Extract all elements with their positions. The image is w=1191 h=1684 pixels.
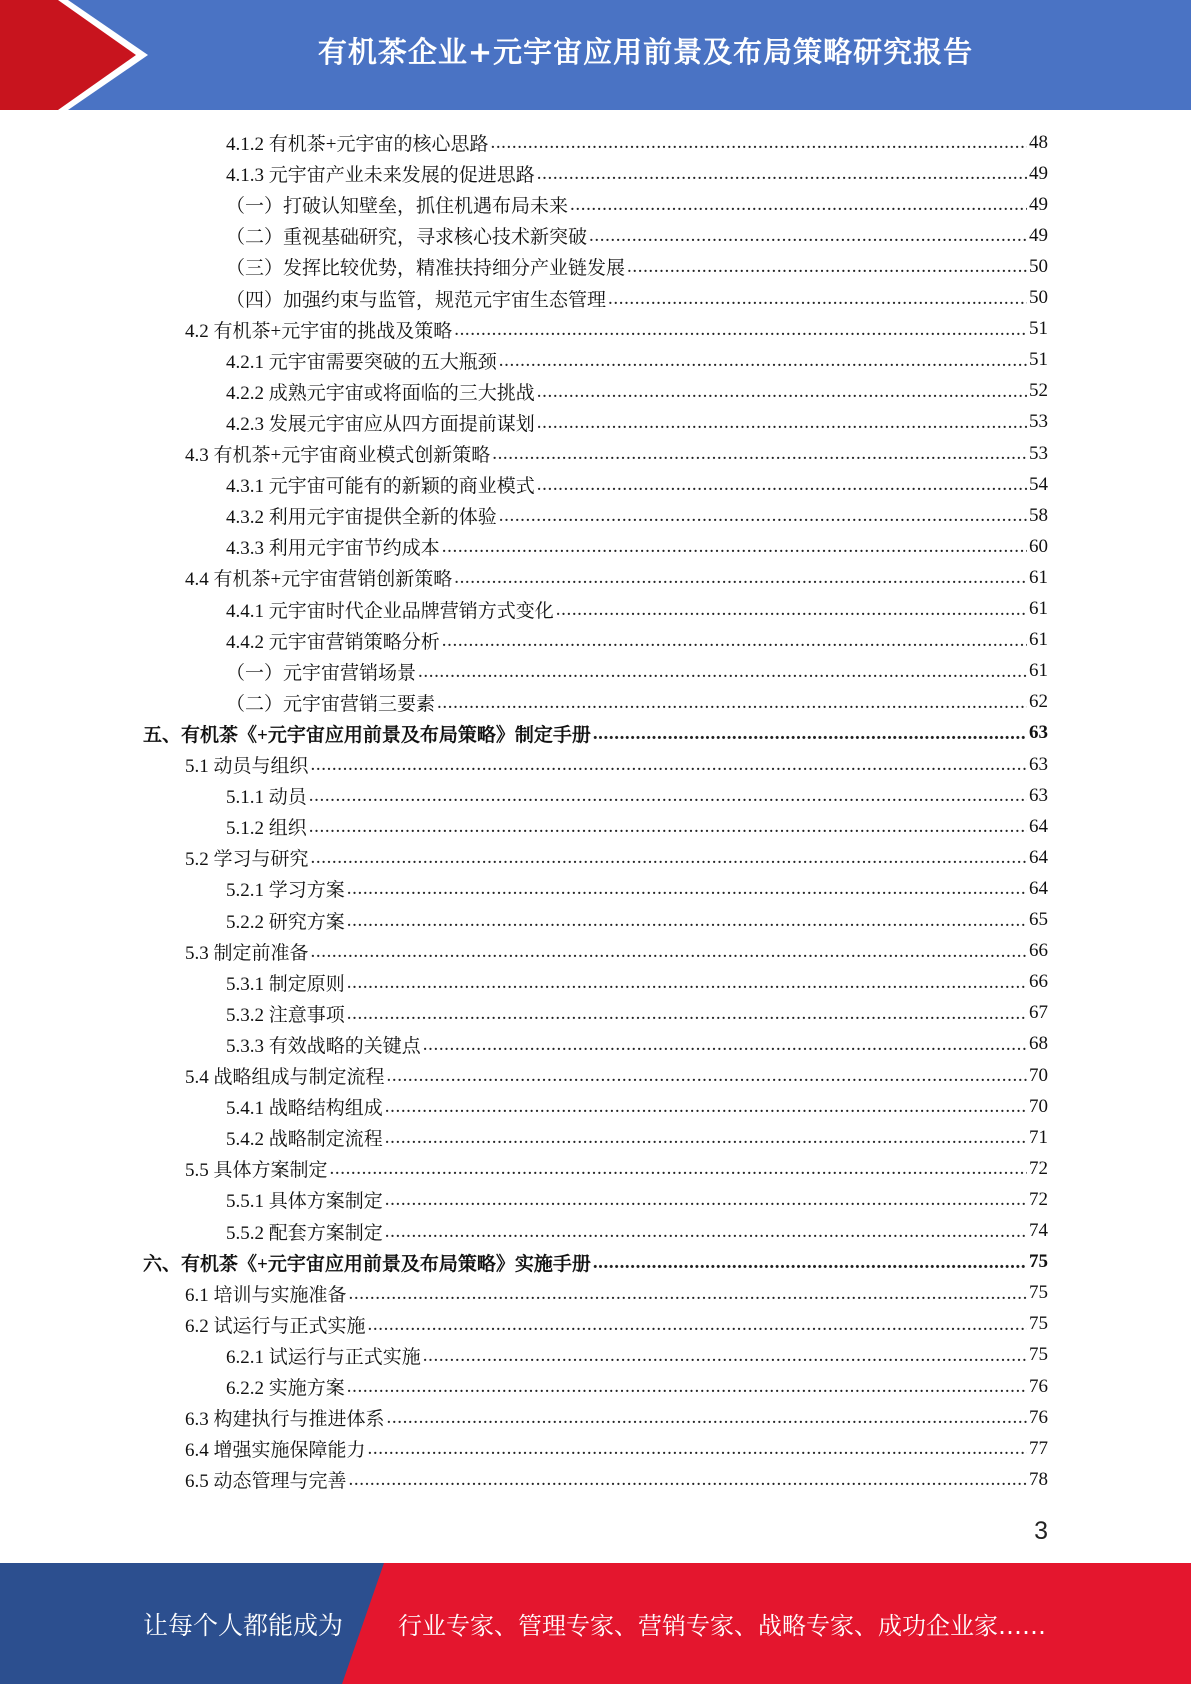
toc-entry[interactable] (185, 1309, 1048, 1340)
toc-dot-leader (423, 1034, 1027, 1053)
toc-entry-title: （三）发挥比较优势，精准扶持细分产业链发展 (226, 258, 626, 280)
toc-entry-title: 5.1.2 组织 (226, 818, 307, 840)
toc-dot-leader (454, 567, 1027, 586)
footer-slogan-right: 行业专家、管理专家、营销专家、战略专家、成功企业家…… (398, 1612, 1046, 1640)
toc-entry-page: 75 (1029, 1344, 1048, 1366)
toc-entry-page: 60 (1029, 535, 1048, 557)
toc-entry-title: 5.1 动员与组织 (185, 756, 309, 777)
toc-entry-page: 53 (1029, 442, 1048, 464)
toc-dot-leader (347, 1003, 1027, 1022)
toc-entry[interactable] (226, 811, 1048, 842)
toc-dot-leader (385, 1127, 1027, 1146)
toc-entry-page: 53 (1029, 411, 1048, 433)
toc-dot-leader (589, 225, 1027, 244)
toc-entry-title: 5.3.2 注意事项 (226, 1004, 345, 1026)
toc-entry-page: 54 (1029, 473, 1048, 495)
toc-entry-title: 5.1.1 动员 (226, 787, 307, 809)
toc-entry[interactable] (226, 656, 1048, 687)
toc-entry-page: 67 (1029, 1002, 1048, 1024)
toc-dot-leader (387, 1407, 1027, 1426)
toc-dot-leader (537, 163, 1027, 182)
toc-dot-leader (556, 599, 1027, 618)
toc-dot-leader (499, 505, 1027, 524)
toc-entry-title: 5.5 具体方案制定 (185, 1160, 328, 1182)
toc-dot-leader (309, 785, 1027, 804)
toc-dot-leader (368, 1438, 1027, 1457)
toc-dot-leader (311, 754, 1027, 773)
toc-dot-leader (570, 194, 1027, 213)
toc-entry-title: 六、有机茶《+元宇宙应用前景及布局策略》实施手册 (143, 1253, 591, 1275)
toc-entry-page: 51 (1029, 349, 1048, 371)
toc-dot-leader (537, 412, 1027, 431)
toc-entry[interactable] (226, 873, 1048, 904)
toc-entry-title: 5.2 学习与研究 (185, 849, 309, 871)
toc-entry-page: 75 (1029, 1251, 1048, 1273)
toc-entry-page: 75 (1029, 1313, 1048, 1335)
toc-entry[interactable] (185, 314, 1048, 345)
toc-dot-leader (499, 350, 1027, 369)
toc-entry[interactable] (226, 998, 1048, 1029)
toc-entry[interactable] (185, 749, 1048, 780)
toc-entry-title: 5.4 战略组成与制定流程 (185, 1067, 385, 1088)
toc-dot-leader (627, 256, 1027, 275)
toc-entry-page: 50 (1029, 287, 1048, 308)
toc-entry[interactable] (226, 407, 1048, 438)
toc-entry-page: 51 (1029, 318, 1048, 340)
toc-entry-page: 76 (1029, 1375, 1048, 1397)
toc-entry-title: 5.4.1 战略结构组成 (226, 1098, 383, 1120)
toc-entry[interactable] (226, 158, 1048, 189)
toc-entry-title: （一）元宇宙营销场景 (226, 662, 417, 684)
toc-entry-page: 71 (1029, 1126, 1048, 1148)
toc-entry-title: 4.2.1 元宇宙需要突破的五大瓶颈 (226, 351, 497, 373)
toc-dot-leader (423, 1345, 1027, 1364)
toc-entry-title: 4.3.1 元宇宙可能有的新颖的商业模式 (226, 476, 535, 498)
toc-entry-title: 5.5.2 配套方案制定 (226, 1222, 383, 1244)
toc-entry[interactable] (226, 345, 1048, 376)
toc-dot-leader (309, 816, 1027, 835)
toc-entry[interactable] (143, 718, 1048, 749)
toc-entry-title: 4.1.2 有机茶+元宇宙的核心思路 (226, 134, 489, 155)
toc-entry-page: 64 (1029, 815, 1048, 837)
toc-entry[interactable] (226, 189, 1048, 220)
page-footer (0, 1563, 1191, 1684)
toc-entry-page: 63 (1029, 753, 1048, 775)
toc-entry-page: 64 (1029, 846, 1048, 868)
toc-dot-leader (347, 972, 1027, 991)
toc-entry[interactable] (185, 438, 1048, 469)
toc-dot-leader (347, 1376, 1027, 1395)
toc-entry[interactable] (226, 531, 1048, 562)
toc-dot-leader (349, 1283, 1027, 1302)
toc-entry-page: 74 (1029, 1220, 1048, 1241)
toc-entry-title: （一）打破认知壁垒，抓住机遇布局未来 (226, 196, 569, 218)
toc-entry-page: 64 (1029, 877, 1048, 899)
toc-entry[interactable] (226, 1216, 1048, 1247)
toc-entry-page: 61 (1029, 660, 1048, 682)
toc-dot-leader (385, 1189, 1027, 1208)
toc-entry-title: 5.3.1 制定原则 (226, 973, 345, 995)
toc-entry[interactable] (226, 469, 1048, 500)
toc-entry-title: （四）加强约束与监管，规范元宇宙生态管理 (226, 289, 607, 311)
toc-entry[interactable] (226, 967, 1048, 998)
toc-entry-page: 50 (1029, 255, 1048, 277)
toc-entry[interactable] (226, 127, 1048, 158)
toc-dot-leader (437, 692, 1027, 711)
toc-entry[interactable] (226, 220, 1048, 251)
toc-entry-title: 6.1 培训与实施准备 (185, 1284, 347, 1306)
toc-entry-page: 62 (1029, 691, 1048, 713)
toc-entry[interactable] (226, 1029, 1048, 1060)
toc-dot-leader (537, 474, 1027, 493)
toc-dot-leader (387, 1065, 1027, 1084)
toc-entry-title: 5.3.3 有效战略的关键点 (226, 1035, 421, 1057)
toc-entry[interactable] (185, 842, 1048, 873)
toc-entry-page: 58 (1029, 504, 1048, 526)
toc-entry-title: 4.4.1 元宇宙时代企业品牌营销方式变化 (226, 600, 554, 622)
toc-entry-title: 6.3 构建执行与推进体系 (185, 1409, 385, 1431)
toc-entry-title: 6.2 试运行与正式实施 (185, 1315, 366, 1337)
toc-entry-title: （二）重视基础研究，寻求核心技术新突破 (226, 227, 588, 249)
toc-entry-title: 5.5.1 具体方案制定 (226, 1191, 383, 1213)
toc-entry-title: 4.2.3 发展元宇宙应从四方面提前谋划 (226, 413, 535, 435)
toc-dot-leader (311, 847, 1027, 866)
toc-entry[interactable] (185, 1464, 1048, 1495)
toc-entry-title: 4.2 有机茶+元宇宙的挑战及策略 (185, 320, 453, 342)
toc-entry-page: 72 (1029, 1188, 1048, 1210)
toc-entry-page: 49 (1029, 224, 1048, 246)
toc-dot-leader (385, 1096, 1027, 1115)
toc-entry-title: 五、有机茶《+元宇宙应用前景及布局策略》制定手册 (143, 724, 591, 746)
toc-dot-leader (442, 536, 1027, 555)
toc-entry[interactable] (226, 1340, 1048, 1371)
toc-entry-page: 70 (1029, 1064, 1048, 1086)
toc-entry-title: 5.3 制定前准备 (185, 942, 309, 964)
toc-dot-leader (608, 288, 1027, 307)
toc-entry-page: 52 (1029, 380, 1048, 402)
toc-entry[interactable] (185, 562, 1048, 593)
toc-dot-leader (537, 381, 1027, 400)
footer-slogan-left: 让每个人都能成为 (143, 1610, 344, 1640)
toc-entry[interactable] (226, 1091, 1048, 1122)
toc-entry-page: 48 (1029, 131, 1048, 153)
toc-entry-title: 4.4.2 元宇宙营销策略分析 (226, 631, 440, 653)
toc-dot-leader (347, 910, 1027, 929)
toc-entry[interactable] (185, 1402, 1048, 1433)
toc-entry-page: 66 (1029, 940, 1048, 962)
toc-dot-leader (385, 1221, 1027, 1240)
toc-entry[interactable] (226, 500, 1048, 531)
toc-entry[interactable] (226, 1122, 1048, 1153)
toc-entry-page: 65 (1029, 909, 1048, 930)
toc-entry-page: 75 (1029, 1282, 1048, 1304)
toc-entry-page: 70 (1029, 1095, 1048, 1117)
page-number: 3 (1034, 1517, 1048, 1545)
toc-entry-page: 72 (1029, 1157, 1048, 1179)
toc-entry[interactable] (185, 936, 1048, 967)
toc-entry-page: 61 (1029, 566, 1048, 588)
toc-dot-leader (418, 661, 1027, 680)
toc-entry-page: 76 (1029, 1406, 1048, 1428)
toc-entry-page: 61 (1029, 629, 1048, 651)
toc-entry-page: 63 (1029, 722, 1048, 744)
toc-entry[interactable] (226, 1184, 1048, 1215)
toc-entry-title: 4.2.2 成熟元宇宙或将面临的三大挑战 (226, 382, 535, 404)
page-header (0, 0, 1191, 110)
toc-entry-title: 5.2.1 学习方案 (226, 880, 345, 902)
toc-entry-page: 49 (1029, 162, 1048, 184)
toc-dot-leader (492, 443, 1027, 462)
toc-entry-page: 49 (1029, 193, 1048, 215)
toc-entry[interactable] (226, 283, 1048, 314)
toc-entry[interactable] (226, 1371, 1048, 1402)
toc-entry[interactable] (185, 1433, 1048, 1464)
toc-entry-title: （二）元宇宙营销三要素 (226, 693, 436, 715)
toc-entry[interactable] (226, 376, 1048, 407)
toc-entry[interactable] (226, 251, 1048, 282)
toc-entry[interactable] (226, 905, 1048, 936)
toc-dot-leader (311, 941, 1027, 960)
toc-dot-leader (442, 630, 1027, 649)
toc-entry-title: 6.5 动态管理与完善 (185, 1471, 347, 1493)
toc-entry[interactable] (226, 780, 1048, 811)
toc-entry[interactable] (226, 625, 1048, 656)
toc-dot-leader (349, 1469, 1027, 1488)
toc-entry-page: 78 (1029, 1468, 1048, 1490)
toc-dot-leader (330, 1158, 1027, 1177)
toc-dot-leader (593, 1252, 1027, 1271)
toc-entry-title: 4.1.3 元宇宙产业未来发展的促进思路 (226, 165, 535, 187)
toc-entry-page: 68 (1029, 1033, 1048, 1055)
toc-entry-title: 4.3 有机茶+元宇宙商业模式创新策略 (185, 445, 491, 466)
toc-entry-title: 6.4 增强实施保障能力 (185, 1440, 366, 1462)
toc-entry[interactable] (185, 1153, 1048, 1184)
toc-dot-leader (368, 1314, 1027, 1333)
toc-entry-title: 6.2.2 实施方案 (226, 1378, 345, 1399)
toc-entry-page: 61 (1029, 598, 1048, 619)
report-title: 有机茶企业+元宇宙应用前景及布局策略研究报告 (317, 34, 974, 69)
toc-entry[interactable] (185, 1278, 1048, 1309)
header-chevron-decoration (0, 0, 150, 110)
toc-entry-title: 4.3.3 利用元宇宙节约成本 (226, 538, 440, 560)
toc-entry-title: 4.3.2 利用元宇宙提供全新的体验 (226, 507, 497, 529)
toc-entry-title: 4.4 有机茶+元宇宙营销创新策略 (185, 569, 453, 591)
toc-entry[interactable] (143, 1247, 1048, 1278)
toc-dot-leader (454, 319, 1027, 338)
toc-entry-title: 5.4.2 战略制定流程 (226, 1129, 383, 1151)
toc-entry-page: 66 (1029, 971, 1048, 993)
toc-dot-leader (593, 723, 1027, 742)
toc-entry-title: 5.2.2 研究方案 (226, 911, 345, 933)
toc-entry[interactable] (226, 594, 1048, 625)
toc-entry[interactable] (185, 1060, 1048, 1091)
toc-entry[interactable] (226, 687, 1048, 718)
toc-entry-page: 63 (1029, 784, 1048, 806)
toc-entry-page: 77 (1029, 1437, 1048, 1459)
toc-dot-leader (347, 878, 1027, 897)
toc-entry-title: 6.2.1 试运行与正式实施 (226, 1346, 421, 1368)
toc-dot-leader (490, 132, 1027, 151)
